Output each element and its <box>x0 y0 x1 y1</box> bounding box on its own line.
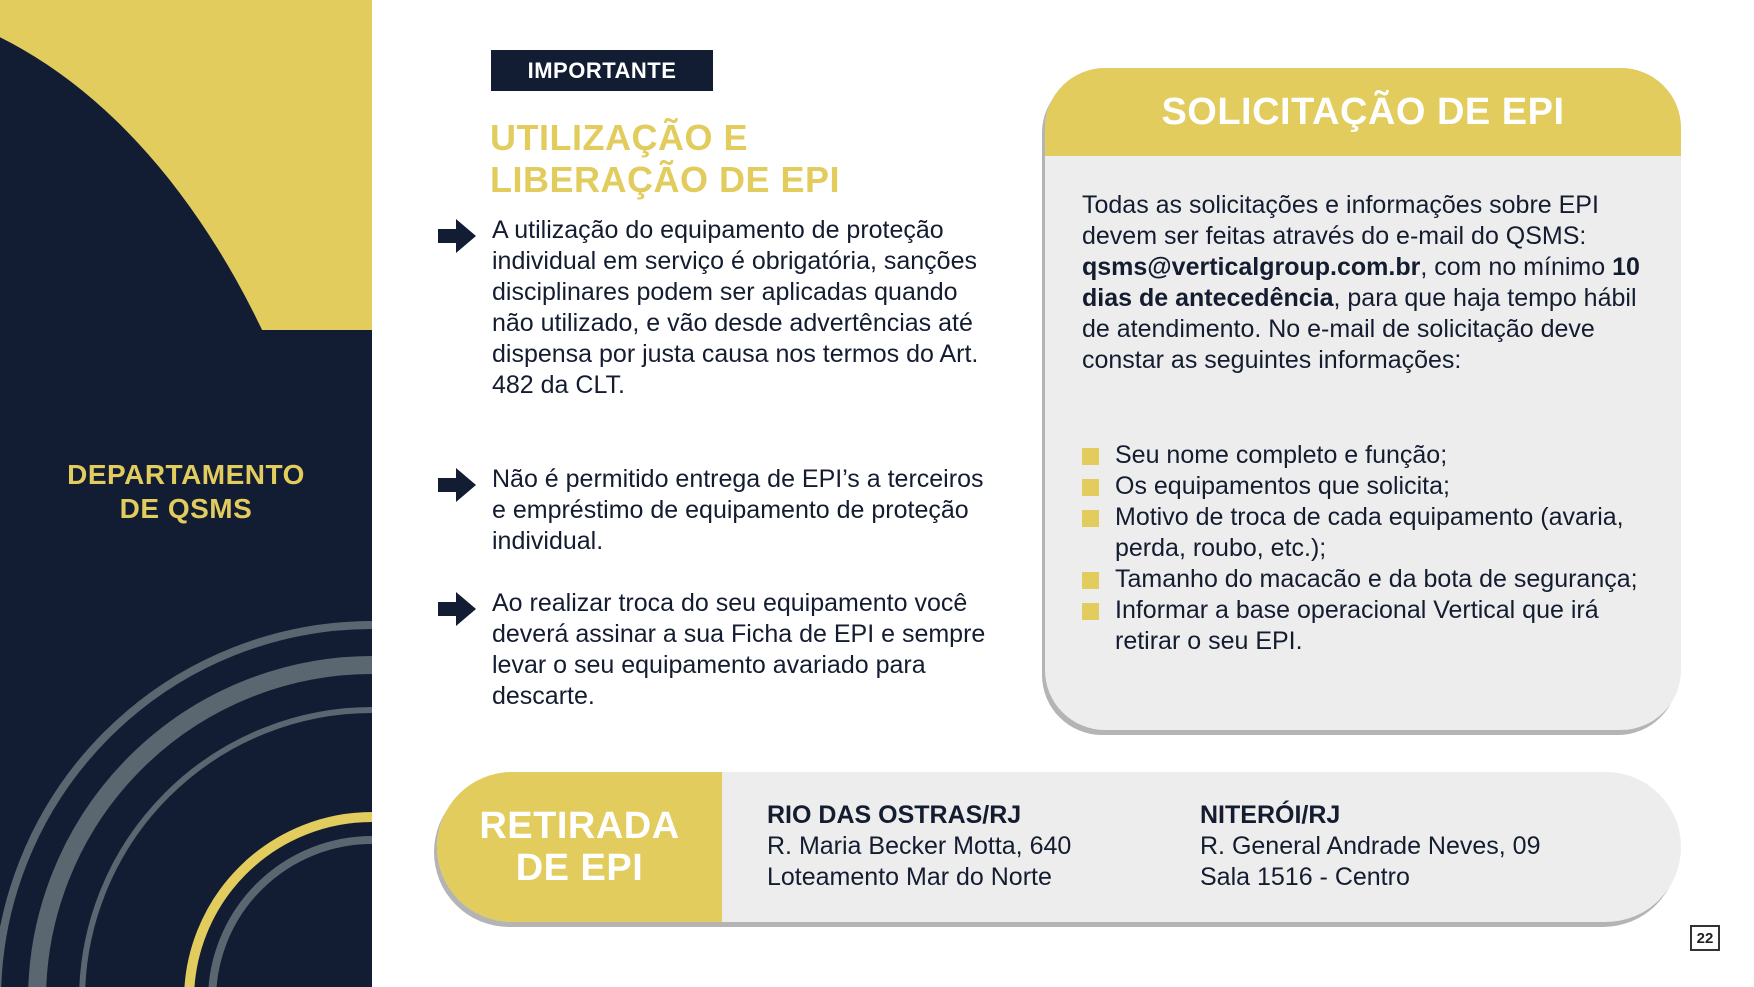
pickup-label-line2: DE EPI <box>515 847 644 889</box>
card-intro <box>1082 190 1662 376</box>
epi-request-card <box>1045 68 1681 730</box>
department-title <box>20 458 352 526</box>
bullet-text: Ao realizar troca do seu equipamento você deverá assinar a sua Ficha de EPI e sempre levar o seu equipamento avariado para descarte. <box>492 589 986 710</box>
list-item-text: Os equipamentos que solicita; <box>1115 472 1450 500</box>
arrow-right-icon <box>436 217 478 255</box>
email-address: qsms@verticalgroup.com.br <box>1082 253 1421 281</box>
card-title: SOLICITAÇÃO DE EPI <box>1045 68 1681 156</box>
department-title-line1: DEPARTAMENTO <box>67 459 305 490</box>
list-item-text: Seu nome completo e função; <box>1115 441 1448 469</box>
bullet-text: A utilização do equipamento de proteção individual em serviço é obrigatória, sanções disciplinares podem ser aplicadas quando não utilizado, e vão desde advertências até dispensa por justa causa nos termos do Art. 482 da CLT. <box>492 216 979 399</box>
list-item-text: Informar a base operacional Vertical que irá retirar o seu EPI. <box>1115 596 1599 655</box>
location-city: RIO DAS OSTRAS/RJ <box>767 801 1022 829</box>
location-niteroi <box>1200 800 1540 893</box>
list-item <box>1082 440 1662 471</box>
intro-text-2: , com no mínimo <box>1420 253 1613 281</box>
square-bullet-icon <box>1082 572 1099 589</box>
location-address-line2: Sala 1516 - Centro <box>1200 863 1410 891</box>
left-panel <box>0 0 372 987</box>
required-info-list <box>1082 440 1662 657</box>
location-rio-das-ostras <box>767 800 1071 893</box>
section-title-line2: LIBERAÇÃO DE EPI <box>490 159 841 200</box>
pickup-label-line1: RETIRADA <box>479 805 680 847</box>
bullet-text: Não é permitido entrega de EPI’s a terceiros e empréstimo de equipamento de proteção individual. <box>492 465 984 555</box>
location-address-line1: R. Maria Becker Motta, 640 <box>767 832 1072 860</box>
section-title <box>490 117 840 201</box>
important-badge: IMPORTANTE <box>491 50 713 91</box>
list-item <box>1082 471 1662 502</box>
square-bullet-icon <box>1082 510 1099 527</box>
square-bullet-icon <box>1082 603 1099 620</box>
page-number: 22 <box>1690 925 1720 951</box>
list-item <box>1082 564 1662 595</box>
pickup-label <box>437 772 722 922</box>
list-item <box>1082 595 1662 657</box>
square-bullet-icon <box>1082 448 1099 465</box>
arc-inner <box>212 840 372 987</box>
square-bullet-icon <box>1082 479 1099 496</box>
department-title-line2: DE QSMS <box>119 493 253 524</box>
arrow-right-icon <box>436 590 478 628</box>
arrow-right-icon <box>436 466 478 504</box>
deadline-text: 10 dias de antecedência <box>1082 253 1640 312</box>
arc-outer <box>0 625 372 987</box>
list-item-text: Tamanho do macacão e da bota de segurança; <box>1115 565 1638 593</box>
location-address-line1: R. General Andrade Neves, 09 <box>1200 832 1541 860</box>
location-address-line2: Loteamento Mar do Norte <box>767 863 1052 891</box>
epi-pickup-bar <box>437 772 1681 922</box>
intro-text-3: , para que haja tempo hábil de atendimento. No e-mail de solicitação deve constar as seguintes informações: <box>1082 284 1637 374</box>
list-item-text: Motivo de troca de cada equipamento (avaria, perda, roubo, etc.); <box>1115 503 1624 562</box>
section-title-line1: UTILIZAÇÃO E <box>490 117 748 158</box>
list-item <box>1082 502 1662 564</box>
intro-text-1: Todas as solicitações e informações sobre EPI devem ser feitas através do e-mail do QSMS: <box>1082 191 1599 250</box>
location-city: NITERÓI/RJ <box>1200 801 1341 829</box>
